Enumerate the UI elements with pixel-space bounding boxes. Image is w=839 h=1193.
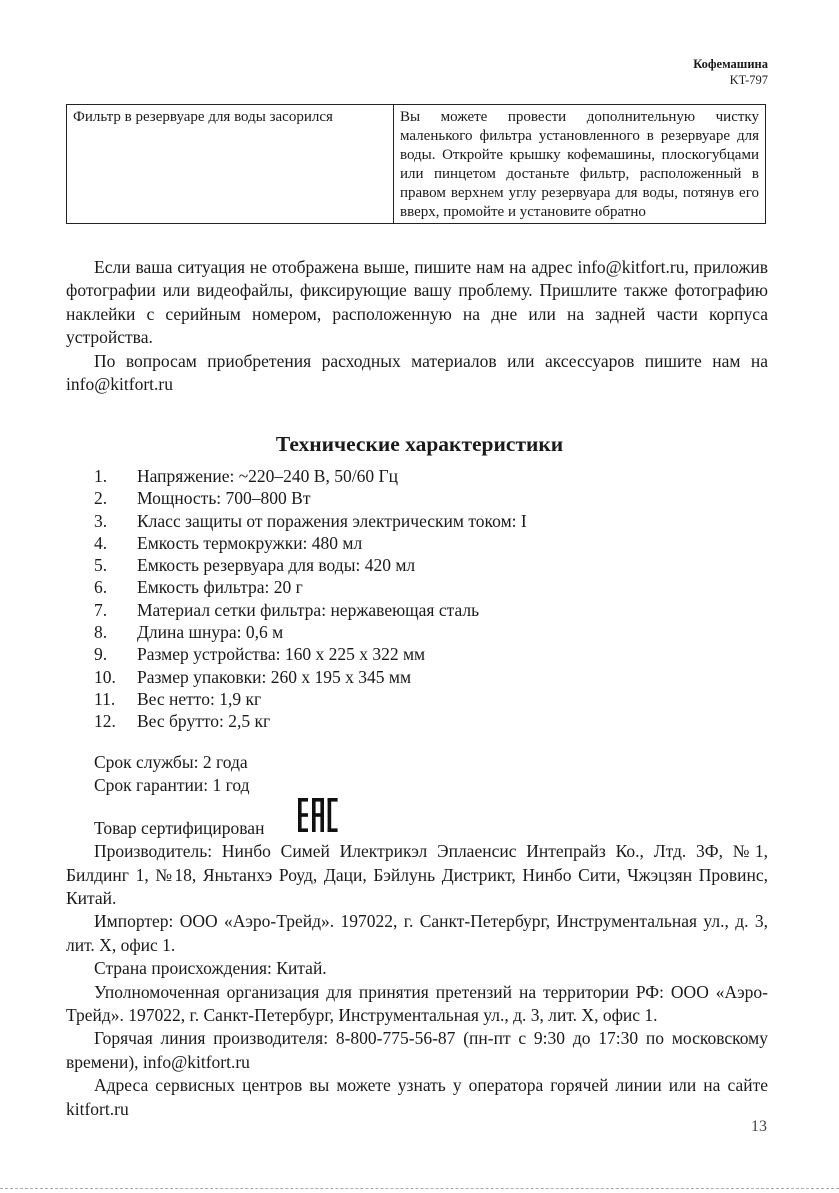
spec-text: Емкость фильтра: 20 г bbox=[137, 577, 303, 598]
spec-item bbox=[94, 688, 527, 710]
spec-item bbox=[94, 576, 527, 598]
spec-item bbox=[94, 599, 527, 621]
warranty: Срок гарантии: 1 год bbox=[94, 775, 250, 796]
spec-item bbox=[94, 643, 527, 665]
spec-text: Материал сетки фильтра: нержавеющая сталь bbox=[137, 599, 480, 620]
page-number: 13 bbox=[751, 1118, 767, 1135]
authorized-organization: Уполномоченная организация для принятия претензий на территории РФ: ООО «Аэро-Трейд». 197022, г. Санкт-Петербург, Инструментальная ул., д. 3, лит. Х, офис 1. bbox=[66, 981, 768, 1026]
page-header bbox=[693, 56, 768, 88]
contact-section bbox=[66, 256, 768, 396]
spec-number: 9. bbox=[94, 644, 108, 665]
spec-number: 5. bbox=[94, 555, 108, 576]
spec-item bbox=[94, 710, 527, 732]
header-model: KT-797 bbox=[729, 73, 768, 87]
spec-number: 7. bbox=[94, 599, 108, 620]
spec-item bbox=[94, 666, 527, 688]
problem-cell: Фильтр в резервуаре для воды засорился bbox=[67, 105, 394, 224]
country-of-origin: Страна происхождения: Китай. bbox=[94, 958, 327, 979]
spec-text: Вес брутто: 2,5 кг bbox=[137, 711, 271, 732]
certified-line bbox=[66, 798, 768, 840]
solution-cell: Вы можете провести дополнительную чистку маленького фильтра установленного в резервуаре для воды. Откройте крышку кофемашины, плоскогубцами или пинцетом достаньте фильтр, расположенный в правом верхнем углу резервуара для воды, потянув его вверх, промойте и установите обратно bbox=[394, 105, 766, 224]
spec-number: 6. bbox=[94, 577, 108, 598]
service-centers: Адреса сервисных центров вы можете узнать у оператора горячей линии или на сайте kitfort.ru bbox=[66, 1075, 768, 1119]
spec-text: Напряжение: ~220–240 В, 50/60 Гц bbox=[137, 466, 398, 486]
specs-title: Технические характеристики bbox=[275, 432, 564, 456]
spec-number: 10. bbox=[94, 666, 116, 687]
spec-number: 2. bbox=[94, 488, 108, 509]
accessories-paragraph: По вопросам приобретения расходных материалов или аксессуаров пишите нам на info@kitfort.ru bbox=[66, 350, 768, 395]
spec-item bbox=[94, 487, 527, 509]
spec-number: 1. bbox=[94, 466, 108, 486]
spec-text: Мощность: 700–800 Вт bbox=[137, 488, 311, 509]
spec-text: Размер упаковки: 260 х 195 х 345 мм bbox=[137, 666, 412, 687]
spec-number: 12. bbox=[94, 711, 116, 732]
spec-text: Емкость резервуара для воды: 420 мл bbox=[137, 555, 416, 576]
eac-mark-icon bbox=[270, 798, 338, 838]
troubleshooting-table bbox=[66, 104, 766, 224]
table-row bbox=[67, 105, 766, 224]
specs-list bbox=[94, 465, 527, 733]
spec-text: Класс защиты от поражения электрическим током: I bbox=[137, 510, 527, 531]
manufacturer: Производитель: Нинбо Симей Илектрикэл Эплаенсис Интепрайз Ко., Лтд. 3Ф, №1, Билдинг 1, №18, Яньтанхэ Роуд, Даци, Бэйлунь Дистрикт, Нинбо Сити, Чжэцзян Провинс, Китай. bbox=[66, 841, 768, 909]
spec-number: 4. bbox=[94, 532, 108, 553]
spec-text: Длина шнура: 0,6 м bbox=[137, 622, 284, 643]
spec-item bbox=[94, 465, 527, 487]
bottom-divider bbox=[0, 1188, 839, 1189]
spec-number: 3. bbox=[94, 510, 108, 531]
spec-text: Емкость термокружки: 480 мл bbox=[137, 532, 363, 553]
spec-item bbox=[94, 532, 527, 554]
hotline: Горячая линия производителя: 8-800-775-56-87 (пн-пт с 9:30 до 17:30 по московскому времени), info@kitfort.ru bbox=[66, 1028, 768, 1072]
spec-item bbox=[94, 554, 527, 576]
spec-number: 11. bbox=[94, 688, 116, 709]
service-life: Срок службы: 2 года bbox=[94, 752, 248, 772]
spec-item bbox=[94, 621, 527, 643]
importer: Импортер: ООО «Аэро-Трейд». 197022, г. Санкт-Петербург, Инструментальная ул., д. 3, лит. Х, офис 1. bbox=[66, 911, 768, 955]
certified-text: Товар сертифицирован bbox=[94, 817, 265, 838]
spec-text: Размер устройства: 160 х 225 х 322 мм bbox=[137, 644, 426, 665]
spec-number: 8. bbox=[94, 622, 108, 643]
contact-paragraph: Если ваша ситуация не отображена выше, пишите нам на адрес info@kitfort.ru, приложив фотографии или видеофайлы, фиксирующие вашу проблему. Пришлите также фотографию наклейки с серийным номером, расположенную на дне или на задней части корпуса устройства. bbox=[66, 257, 768, 348]
header-brand: Кофемашина bbox=[693, 57, 768, 71]
spec-text: Вес нетто: 1,9 кг bbox=[137, 688, 262, 709]
info-section bbox=[66, 751, 768, 1121]
spec-item bbox=[94, 510, 527, 532]
